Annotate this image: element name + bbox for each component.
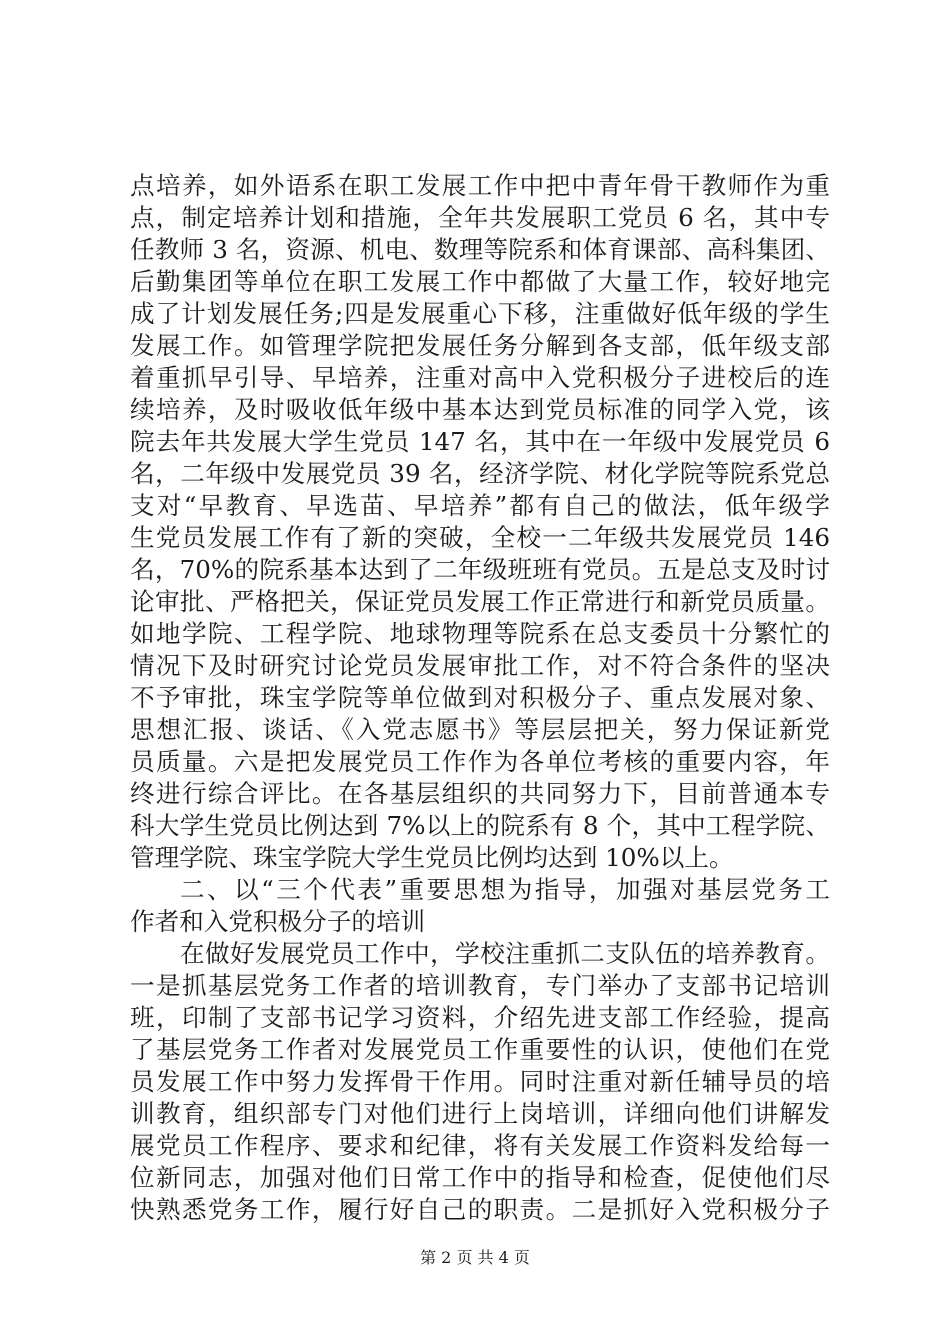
text-line: 着重抓早引导、早培养，注重对高中入党积极分子进校后的连 [130,363,830,392]
text-line: 后勤集团等单位在职工发展工作中都做了大量工作，较好地完 [130,267,830,296]
body-text [130,170,830,1226]
text-line: 续培养，及时吸收低年级中基本达到党员标准的同学入党，该 [130,395,830,424]
text-line: 不予审批，珠宝学院等单位做到对积极分子、重点发展对象、 [130,683,830,712]
text-line: 班，印制了支部书记学习资料，介绍先进支部工作经验，提高 [130,1003,830,1032]
text-line: 在做好发展党员工作中，学校注重抓二支队伍的培养教育。 [180,939,830,968]
text-line: 论审批、严格把关，保证党员发展工作正常进行和新党员质量。 [130,587,830,616]
text-line: 生党员发展工作有了新的突破，全校一二年级共发展党员 146 [130,523,830,552]
text-line: 位新同志，加强对他们日常工作中的指导和检查，促使他们尽 [130,1163,830,1192]
text-line: 点，制定培养计划和措施，全年共发展职工党员 6 名，其中专 [130,203,830,232]
text-line: 点培养，如外语系在职工发展工作中把中青年骨干教师作为重 [130,171,830,200]
text-line: 名，70%的院系基本达到了二年级班班有党员。五是总支及时讨 [130,555,830,584]
text-line: 一是抓基层党务工作者的培训教育，专门举办了支部书记培训 [130,971,830,1000]
text-line: 训教育，组织部专门对他们进行上岗培训，详细向他们讲解发 [130,1099,830,1128]
text-line: 终进行综合评比。在各基层组织的共同努力下，目前普通本专 [130,779,830,808]
text-line: 思想汇报、谈话、《入党志愿书》等层层把关，努力保证新党 [130,715,830,744]
section-heading: 二、以“三个代表”重要思想为指导，加强对基层党务工 [180,875,830,904]
text-line: 展党员工作程序、要求和纪律，将有关发展工作资料发给每一 [130,1131,830,1160]
text-line: 员质量。六是把发展党员工作作为各单位考核的重要内容，年 [130,747,830,776]
page-number: 第 2 页 共 4 页 [420,1248,530,1267]
text-line: 快熟悉党务工作，履行好自己的职责。二是抓好入党积极分子 [130,1195,830,1224]
text-line: 任教师 3 名，资源、机电、数理等院系和体育课部、高科集团、 [130,235,830,264]
section-heading: 作者和入党积极分子的培训 [130,907,426,936]
text-line: 如地学院、工程学院、地球物理等院系在总支委员十分繁忙的 [130,619,830,648]
text-line: 情况下及时研究讨论党员发展审批工作，对不符合条件的坚决 [130,651,830,680]
text-line: 发展工作。如管理学院把发展任务分解到各支部，低年级支部 [130,331,830,360]
text-line: 成了计划发展任务;四是发展重心下移，注重做好低年级的学生 [130,299,830,328]
text-line: 了基层党务工作者对发展党员工作重要性的认识，使他们在党 [130,1035,830,1064]
text-line: 院去年共发展大学生党员 147 名，其中在一年级中发展党员 6 [130,427,830,456]
text-line: 管理学院、珠宝学院大学生党员比例均达到 10%以上。 [130,843,734,872]
text-line: 员发展工作中努力发挥骨干作用。同时注重对新任辅导员的培 [130,1067,830,1096]
text-line: 支对“早教育、早选苗、早培养”都有自己的做法，低年级学 [130,491,830,520]
text-line: 科大学生党员比例达到 7%以上的院系有 8 个，其中工程学院、 [130,811,830,840]
text-line: 名，二年级中发展党员 39 名，经济学院、材化学院等院系党总 [130,459,830,488]
